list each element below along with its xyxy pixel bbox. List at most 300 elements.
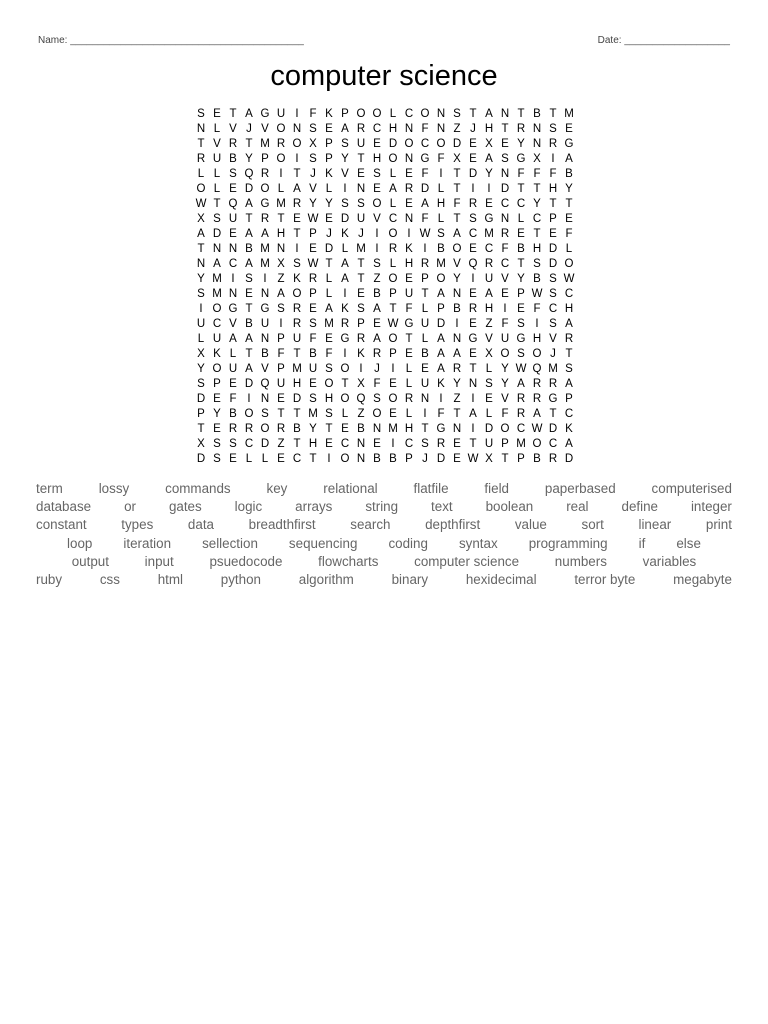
word-bank-word: psuedocode <box>209 553 283 569</box>
word-bank-word: sequencing <box>288 535 358 551</box>
grid-letter: D <box>324 243 334 255</box>
grid-letter: V <box>229 318 237 330</box>
word-bank-row <box>36 516 732 534</box>
grid-letter: E <box>485 393 493 405</box>
grid-letter: K <box>325 108 333 120</box>
grid-letter: F <box>309 108 317 120</box>
grid-letter: R <box>564 333 574 345</box>
grid-letter: T <box>469 438 477 450</box>
grid-letter: E <box>453 453 461 465</box>
grid-letter: E <box>245 288 253 300</box>
grid-letter: R <box>388 243 398 255</box>
grid-letter: L <box>197 333 205 345</box>
grid-letter: C <box>564 408 574 420</box>
grid-row <box>193 332 577 347</box>
grid-letter: F <box>229 393 237 405</box>
grid-letter: A <box>373 333 381 345</box>
grid-letter: T <box>517 108 525 120</box>
grid-letter: X <box>485 453 493 465</box>
grid-letter: L <box>565 243 573 255</box>
grid-letter: E <box>501 288 509 300</box>
grid-letter: C <box>516 423 526 435</box>
grid-letter: T <box>245 213 253 225</box>
grid-row <box>193 302 577 317</box>
grid-letter: S <box>325 363 333 375</box>
grid-letter: N <box>436 108 446 120</box>
grid-letter: P <box>277 333 285 345</box>
grid-letter: V <box>373 213 381 225</box>
grid-letter: O <box>244 408 254 420</box>
grid-letter: X <box>357 378 365 390</box>
grid-letter: H <box>484 123 494 135</box>
grid-letter: V <box>485 333 493 345</box>
grid-letter: A <box>565 378 573 390</box>
grid-letter: N <box>532 138 542 150</box>
word-bank-word: programming <box>528 535 608 551</box>
grid-letter: E <box>325 333 333 345</box>
grid-letter: A <box>517 378 525 390</box>
grid-letter: U <box>420 378 430 390</box>
grid-letter: I <box>471 183 475 195</box>
grid-letter: O <box>532 348 542 360</box>
grid-letter: R <box>420 258 430 270</box>
grid-letter: S <box>197 288 205 300</box>
grid-letter: S <box>453 108 461 120</box>
grid-letter: T <box>453 168 461 180</box>
grid-letter: O <box>436 273 446 285</box>
grid-letter: P <box>341 108 349 120</box>
grid-letter: Z <box>357 408 365 420</box>
name-label: Name: <box>38 35 71 46</box>
grid-letter: H <box>484 303 494 315</box>
date-blank-line: ___________________ <box>624 35 730 46</box>
grid-letter: F <box>565 228 573 240</box>
grid-letter: W <box>563 273 575 285</box>
grid-letter: L <box>245 453 253 465</box>
grid-letter: B <box>421 348 429 360</box>
grid-letter: S <box>357 303 365 315</box>
grid-letter: R <box>404 393 414 405</box>
word-bank-word: sort <box>581 517 604 533</box>
grid-letter: G <box>228 303 238 315</box>
grid-letter: E <box>213 108 221 120</box>
grid-row <box>193 347 577 362</box>
grid-letter: R <box>548 138 558 150</box>
grid-letter: A <box>453 228 461 240</box>
grid-letter: T <box>293 438 301 450</box>
grid-letter: O <box>324 378 334 390</box>
grid-letter: S <box>309 393 317 405</box>
word-bank-word: ruby <box>36 571 63 587</box>
grid-letter: M <box>212 273 222 285</box>
grid-letter: K <box>341 303 349 315</box>
grid-letter: U <box>356 213 366 225</box>
grid-letter: V <box>213 138 221 150</box>
word-bank-word: lossy <box>98 481 130 496</box>
grid-letter: H <box>292 378 302 390</box>
grid-letter: S <box>197 378 205 390</box>
grid-letter: M <box>260 138 270 150</box>
grid-letter: J <box>422 453 428 465</box>
grid-letter: B <box>229 408 237 420</box>
grid-letter: B <box>373 453 381 465</box>
grid-letter: A <box>245 258 253 270</box>
name-field <box>38 35 304 46</box>
grid-letter: E <box>565 123 573 135</box>
grid-letter: J <box>550 348 556 360</box>
grid-letter: B <box>517 243 525 255</box>
grid-letter: I <box>439 393 443 405</box>
grid-letter: O <box>372 108 382 120</box>
word-bank-word: binary <box>391 571 429 587</box>
grid-letter: I <box>295 243 299 255</box>
grid-letter: Y <box>501 363 509 375</box>
grid-letter: E <box>325 123 333 135</box>
grid-letter: V <box>341 168 349 180</box>
grid-letter: T <box>197 423 205 435</box>
grid-letter: R <box>292 198 302 210</box>
grid-letter: R <box>516 123 526 135</box>
grid-letter: M <box>308 408 318 420</box>
grid-letter: I <box>471 273 475 285</box>
grid-letter: Y <box>533 198 541 210</box>
grid-letter: H <box>548 183 558 195</box>
grid-letter: H <box>404 423 414 435</box>
grid-letter: A <box>245 228 253 240</box>
grid-letter: L <box>341 243 349 255</box>
grid-letter: C <box>548 303 558 315</box>
grid-letter: A <box>229 333 237 345</box>
grid-letter: O <box>212 363 222 375</box>
grid-letter: D <box>292 393 302 405</box>
grid-letter: J <box>326 228 332 240</box>
grid-letter: O <box>500 348 510 360</box>
grid-letter: P <box>309 288 317 300</box>
grid-letter: B <box>533 453 541 465</box>
grid-letter: F <box>501 243 509 255</box>
grid-letter: M <box>548 363 558 375</box>
grid-letter: E <box>213 423 221 435</box>
grid-letter: F <box>501 408 509 420</box>
grid-letter: F <box>421 168 429 180</box>
grid-letter: S <box>373 393 381 405</box>
grid-letter: D <box>548 258 558 270</box>
grid-letter: D <box>548 423 558 435</box>
grid-letter: O <box>372 198 382 210</box>
grid-letter: X <box>485 348 493 360</box>
grid-letter: O <box>356 108 366 120</box>
grid-letter: P <box>405 453 413 465</box>
word-bank-word: relational <box>323 481 378 496</box>
grid-letter: B <box>229 153 237 165</box>
grid-letter: J <box>358 228 364 240</box>
grid-letter: A <box>373 303 381 315</box>
grid-letter: J <box>374 363 380 375</box>
grid-letter: Z <box>485 318 493 330</box>
grid-letter: O <box>340 453 350 465</box>
grid-letter: R <box>532 378 542 390</box>
grid-letter: L <box>325 273 333 285</box>
word-bank-word: css <box>99 571 120 587</box>
grid-letter: Y <box>453 273 461 285</box>
grid-letter: Z <box>277 273 285 285</box>
grid-letter: T <box>197 138 205 150</box>
grid-letter: F <box>277 348 285 360</box>
grid-letter: I <box>231 273 235 285</box>
grid-letter: V <box>453 258 461 270</box>
grid-letter: N <box>500 168 510 180</box>
grid-letter: S <box>485 378 493 390</box>
grid-letter: L <box>341 408 349 420</box>
grid-letter: O <box>452 243 462 255</box>
grid-letter: U <box>228 363 238 375</box>
grid-letter: E <box>405 168 413 180</box>
grid-letter: V <box>261 363 269 375</box>
grid-letter: C <box>548 438 558 450</box>
grid-letter: S <box>213 453 221 465</box>
grid-letter: E <box>229 183 237 195</box>
grid-letter: N <box>404 213 414 225</box>
grid-letter: B <box>533 108 541 120</box>
grid-letter: S <box>469 213 477 225</box>
grid-letter: E <box>309 303 317 315</box>
word-bank-word: python <box>220 571 261 587</box>
grid-letter: R <box>196 153 206 165</box>
grid-letter: C <box>404 108 414 120</box>
grid-letter: Q <box>468 258 478 270</box>
grid-letter: U <box>500 333 510 345</box>
grid-letter: K <box>293 273 301 285</box>
grid-letter: I <box>551 153 555 165</box>
grid-letter: Q <box>532 363 542 375</box>
grid-letter: M <box>356 243 366 255</box>
grid-letter: I <box>279 168 283 180</box>
grid-row <box>193 107 577 122</box>
grid-letter: R <box>308 273 318 285</box>
grid-letter: M <box>276 198 286 210</box>
grid-letter: O <box>292 288 302 300</box>
grid-letter: T <box>517 183 525 195</box>
grid-letter: P <box>421 273 429 285</box>
grid-letter: G <box>468 333 478 345</box>
grid-letter: A <box>341 273 349 285</box>
grid-letter: D <box>340 213 350 225</box>
word-bank-word: if <box>638 535 646 551</box>
grid-letter: I <box>391 438 395 450</box>
grid-letter: O <box>292 138 302 150</box>
grid-letter: G <box>484 213 494 225</box>
grid-letter: E <box>309 378 317 390</box>
grid-letter: F <box>309 333 317 345</box>
grid-letter: B <box>293 423 301 435</box>
grid-letter: A <box>245 198 253 210</box>
grid-letter: U <box>404 288 414 300</box>
grid-row <box>193 197 577 212</box>
grid-letter: L <box>405 363 413 375</box>
grid-letter: E <box>389 408 397 420</box>
grid-letter: I <box>471 423 475 435</box>
grid-letter: N <box>276 243 286 255</box>
grid-letter: R <box>468 303 478 315</box>
grid-letter: L <box>421 303 429 315</box>
grid-letter: T <box>309 453 317 465</box>
grid-row <box>193 362 577 377</box>
grid-letter: C <box>516 198 526 210</box>
grid-letter: S <box>437 228 445 240</box>
grid-letter: M <box>516 438 526 450</box>
grid-letter: I <box>359 363 363 375</box>
word-bank-word: iteration <box>123 535 172 551</box>
word-bank-word: computerised <box>651 481 732 496</box>
grid-letter: X <box>453 153 461 165</box>
grid-letter: I <box>327 453 331 465</box>
word-bank-word: search <box>350 517 391 533</box>
grid-letter: N <box>500 213 510 225</box>
grid-letter: K <box>405 243 413 255</box>
word-bank-word: variables <box>642 553 697 569</box>
grid-letter: N <box>372 423 382 435</box>
grid-letter: N <box>292 123 302 135</box>
grid-letter: I <box>343 288 347 300</box>
grid-letter: D <box>468 168 478 180</box>
grid-letter: O <box>260 423 270 435</box>
grid-letter: I <box>407 228 411 240</box>
grid-row <box>193 137 577 152</box>
grid-letter: C <box>212 318 222 330</box>
grid-letter: N <box>436 123 446 135</box>
grid-letter: A <box>245 333 253 345</box>
grid-letter: X <box>485 138 493 150</box>
grid-letter: K <box>565 423 573 435</box>
grid-letter: L <box>405 408 413 420</box>
grid-letter: M <box>260 243 270 255</box>
grid-letter: D <box>436 453 446 465</box>
grid-letter: H <box>436 198 446 210</box>
grid-letter: S <box>373 258 381 270</box>
grid-letter: M <box>436 258 446 270</box>
word-bank-word: define <box>621 499 658 515</box>
grid-letter: F <box>405 303 413 315</box>
grid-letter: L <box>389 108 397 120</box>
page-title: computer science <box>270 60 498 92</box>
grid-letter: Y <box>517 273 525 285</box>
grid-letter: R <box>260 213 270 225</box>
grid-letter: N <box>212 243 222 255</box>
grid-letter: Y <box>325 198 333 210</box>
grid-letter: A <box>485 153 493 165</box>
grid-letter: U <box>228 213 238 225</box>
grid-letter: N <box>452 288 462 300</box>
grid-letter: T <box>549 408 557 420</box>
grid-row <box>193 437 577 452</box>
word-bank-row <box>36 571 732 589</box>
grid-letter: T <box>389 303 397 315</box>
grid-row <box>193 242 577 257</box>
grid-letter: T <box>453 408 461 420</box>
grid-letter: E <box>549 228 557 240</box>
grid-letter: E <box>469 243 477 255</box>
grid-letter: Y <box>245 153 253 165</box>
grid-letter: R <box>484 258 494 270</box>
grid-letter: S <box>309 318 317 330</box>
grid-letter: P <box>325 153 333 165</box>
grid-letter: M <box>324 318 334 330</box>
grid-letter: D <box>196 453 206 465</box>
grid-letter: D <box>196 393 206 405</box>
grid-letter: J <box>246 123 252 135</box>
grid-letter: B <box>309 348 317 360</box>
date-field <box>598 35 730 46</box>
grid-letter: A <box>437 363 445 375</box>
grid-letter: A <box>293 183 301 195</box>
grid-letter: E <box>325 438 333 450</box>
word-bank-row <box>36 553 732 571</box>
word-bank-word: coding <box>388 535 428 551</box>
grid-letter: P <box>309 228 317 240</box>
grid-letter: N <box>196 258 206 270</box>
grid-letter: T <box>405 333 413 345</box>
grid-letter: G <box>548 393 558 405</box>
grid-letter: F <box>325 348 333 360</box>
grid-letter: C <box>420 138 430 150</box>
grid-letter: A <box>437 348 445 360</box>
word-bank-word: depthfirst <box>425 517 481 533</box>
grid-letter: S <box>421 438 429 450</box>
word-bank-word: term <box>36 481 63 496</box>
grid-letter: S <box>245 273 253 285</box>
grid-letter: I <box>375 243 379 255</box>
word-bank-word: commands <box>165 481 231 496</box>
grid-letter: R <box>356 333 366 345</box>
grid-letter: A <box>421 198 429 210</box>
grid-letter: I <box>343 183 347 195</box>
grid-letter: A <box>277 288 285 300</box>
grid-letter: I <box>471 393 475 405</box>
grid-letter: O <box>388 153 398 165</box>
grid-letter: N <box>260 393 270 405</box>
grid-letter: Q <box>228 198 238 210</box>
grid-letter: H <box>388 123 398 135</box>
grid-letter: B <box>373 288 381 300</box>
grid-letter: Z <box>373 273 381 285</box>
grid-letter: I <box>391 363 395 375</box>
grid-letter: F <box>421 123 429 135</box>
grid-letter: H <box>324 393 334 405</box>
grid-letter: P <box>517 453 525 465</box>
grid-letter: Y <box>453 378 461 390</box>
grid-letter: Y <box>213 408 221 420</box>
grid-letter: N <box>196 123 206 135</box>
grid-letter: O <box>388 393 398 405</box>
grid-letter: X <box>309 138 317 150</box>
grid-letter: X <box>277 258 285 270</box>
grid-letter: Y <box>517 138 525 150</box>
grid-letter: E <box>357 288 365 300</box>
grid-letter: O <box>276 153 286 165</box>
grid-letter: U <box>308 363 318 375</box>
word-bank-word: else <box>676 535 701 551</box>
grid-letter: R <box>404 183 414 195</box>
grid-row <box>193 122 577 137</box>
grid-letter: Y <box>309 198 317 210</box>
grid-letter: S <box>549 273 557 285</box>
grid-letter: R <box>532 393 542 405</box>
grid-letter: Y <box>197 273 205 285</box>
word-bank-word: value <box>514 517 547 533</box>
grid-letter: G <box>260 303 270 315</box>
grid-letter: I <box>487 183 491 195</box>
grid-letter: S <box>517 348 525 360</box>
